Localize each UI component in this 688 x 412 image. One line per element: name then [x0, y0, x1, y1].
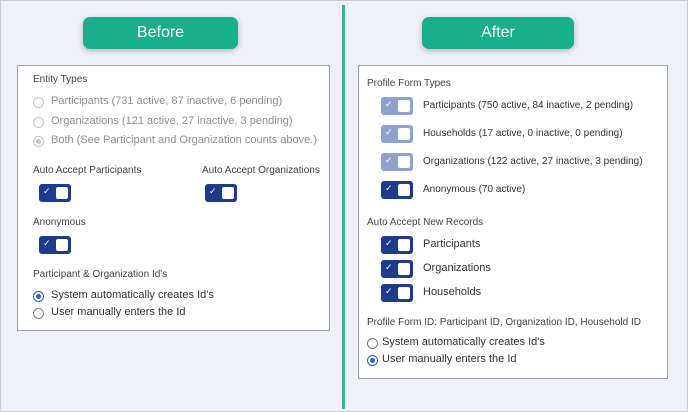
toggle-knob	[398, 184, 410, 196]
id-heading: Participant & Organization Id's	[33, 269, 168, 280]
auto-accept-participants-heading: Auto Accept Participants	[33, 165, 142, 176]
anonymous-heading: Anonymous	[33, 217, 86, 228]
before-after-divider	[342, 5, 345, 409]
check-icon: ✓	[385, 127, 393, 137]
check-icon: ✓	[385, 286, 393, 296]
entity-participants-radio[interactable]	[33, 97, 44, 108]
system-creates-id-label: System automatically creates Id's	[382, 336, 545, 348]
user-enters-id-radio[interactable]	[367, 355, 378, 366]
before-badge: Before	[83, 17, 238, 49]
check-icon: ✓	[43, 186, 51, 196]
user-enters-id-label: User manually enters the Id	[51, 306, 186, 318]
anonymous-toggle[interactable]	[39, 236, 71, 254]
toggle-knob	[398, 128, 410, 140]
check-icon: ✓	[209, 186, 217, 196]
check-icon: ✓	[385, 155, 393, 165]
check-icon: ✓	[385, 262, 393, 272]
entity-organizations-radio[interactable]	[33, 117, 44, 128]
auto-accept-participants-label: Participants	[423, 238, 481, 250]
profile-form-id-heading: Profile Form ID: Participant ID, Organization ID, Household ID	[367, 317, 641, 328]
auto-accept-organizations-toggle[interactable]	[205, 184, 237, 202]
form-type-anonymous-label: Anonymous (70 active)	[423, 184, 526, 195]
form-type-organizations-label: Organizations (122 active, 27 inactive, 3 pending)	[423, 156, 643, 167]
profile-form-types-heading: Profile Form Types	[367, 78, 451, 89]
toggle-knob	[56, 239, 68, 251]
auto-accept-organizations-toggle[interactable]	[381, 260, 413, 278]
after-badge: After	[422, 17, 574, 49]
form-type-participants-toggle[interactable]	[381, 97, 413, 115]
after-settings-panel	[358, 65, 668, 379]
auto-accept-participants-toggle[interactable]	[39, 184, 71, 202]
check-icon: ✓	[43, 238, 51, 248]
check-icon: ✓	[385, 183, 393, 193]
system-creates-id-radio[interactable]	[33, 291, 44, 302]
auto-accept-households-label: Households	[423, 286, 482, 298]
form-type-participants-label: Participants (750 active, 84 inactive, 2 pending)	[423, 100, 634, 111]
form-type-organizations-toggle[interactable]	[381, 153, 413, 171]
system-creates-id-label: System automatically creates Id's	[51, 289, 214, 301]
auto-accept-participants-toggle[interactable]	[381, 236, 413, 254]
entity-organizations-label: Organizations (121 active, 27 inactive, 3 pending)	[51, 115, 293, 127]
user-enters-id-radio[interactable]	[33, 308, 44, 319]
auto-accept-organizations-heading: Auto Accept Organizations	[202, 165, 320, 176]
toggle-knob	[398, 100, 410, 112]
toggle-knob	[222, 187, 234, 199]
entity-types-heading: Entity Types	[33, 74, 88, 85]
check-icon: ✓	[385, 238, 393, 248]
auto-accept-new-records-heading: Auto Accept New Records	[367, 217, 484, 228]
form-type-anonymous-toggle[interactable]	[381, 181, 413, 199]
system-creates-id-radio[interactable]	[367, 338, 378, 349]
check-icon: ✓	[385, 99, 393, 109]
toggle-knob	[398, 287, 410, 299]
before-settings-panel	[17, 65, 330, 331]
toggle-knob	[398, 156, 410, 168]
toggle-knob	[56, 187, 68, 199]
entity-participants-label: Participants (731 active, 87 inactive, 6 pending)	[51, 95, 283, 107]
user-enters-id-label: User manually enters the Id	[382, 353, 517, 365]
toggle-knob	[398, 239, 410, 251]
auto-accept-households-toggle[interactable]	[381, 284, 413, 302]
entity-both-radio[interactable]	[33, 136, 44, 147]
entity-both-label: Both (See Participant and Organization counts above.)	[51, 134, 317, 146]
form-type-households-toggle[interactable]	[381, 125, 413, 143]
auto-accept-organizations-label: Organizations	[423, 262, 491, 274]
form-type-households-label: Households (17 active, 0 inactive, 0 pending)	[423, 128, 623, 139]
toggle-knob	[398, 263, 410, 275]
